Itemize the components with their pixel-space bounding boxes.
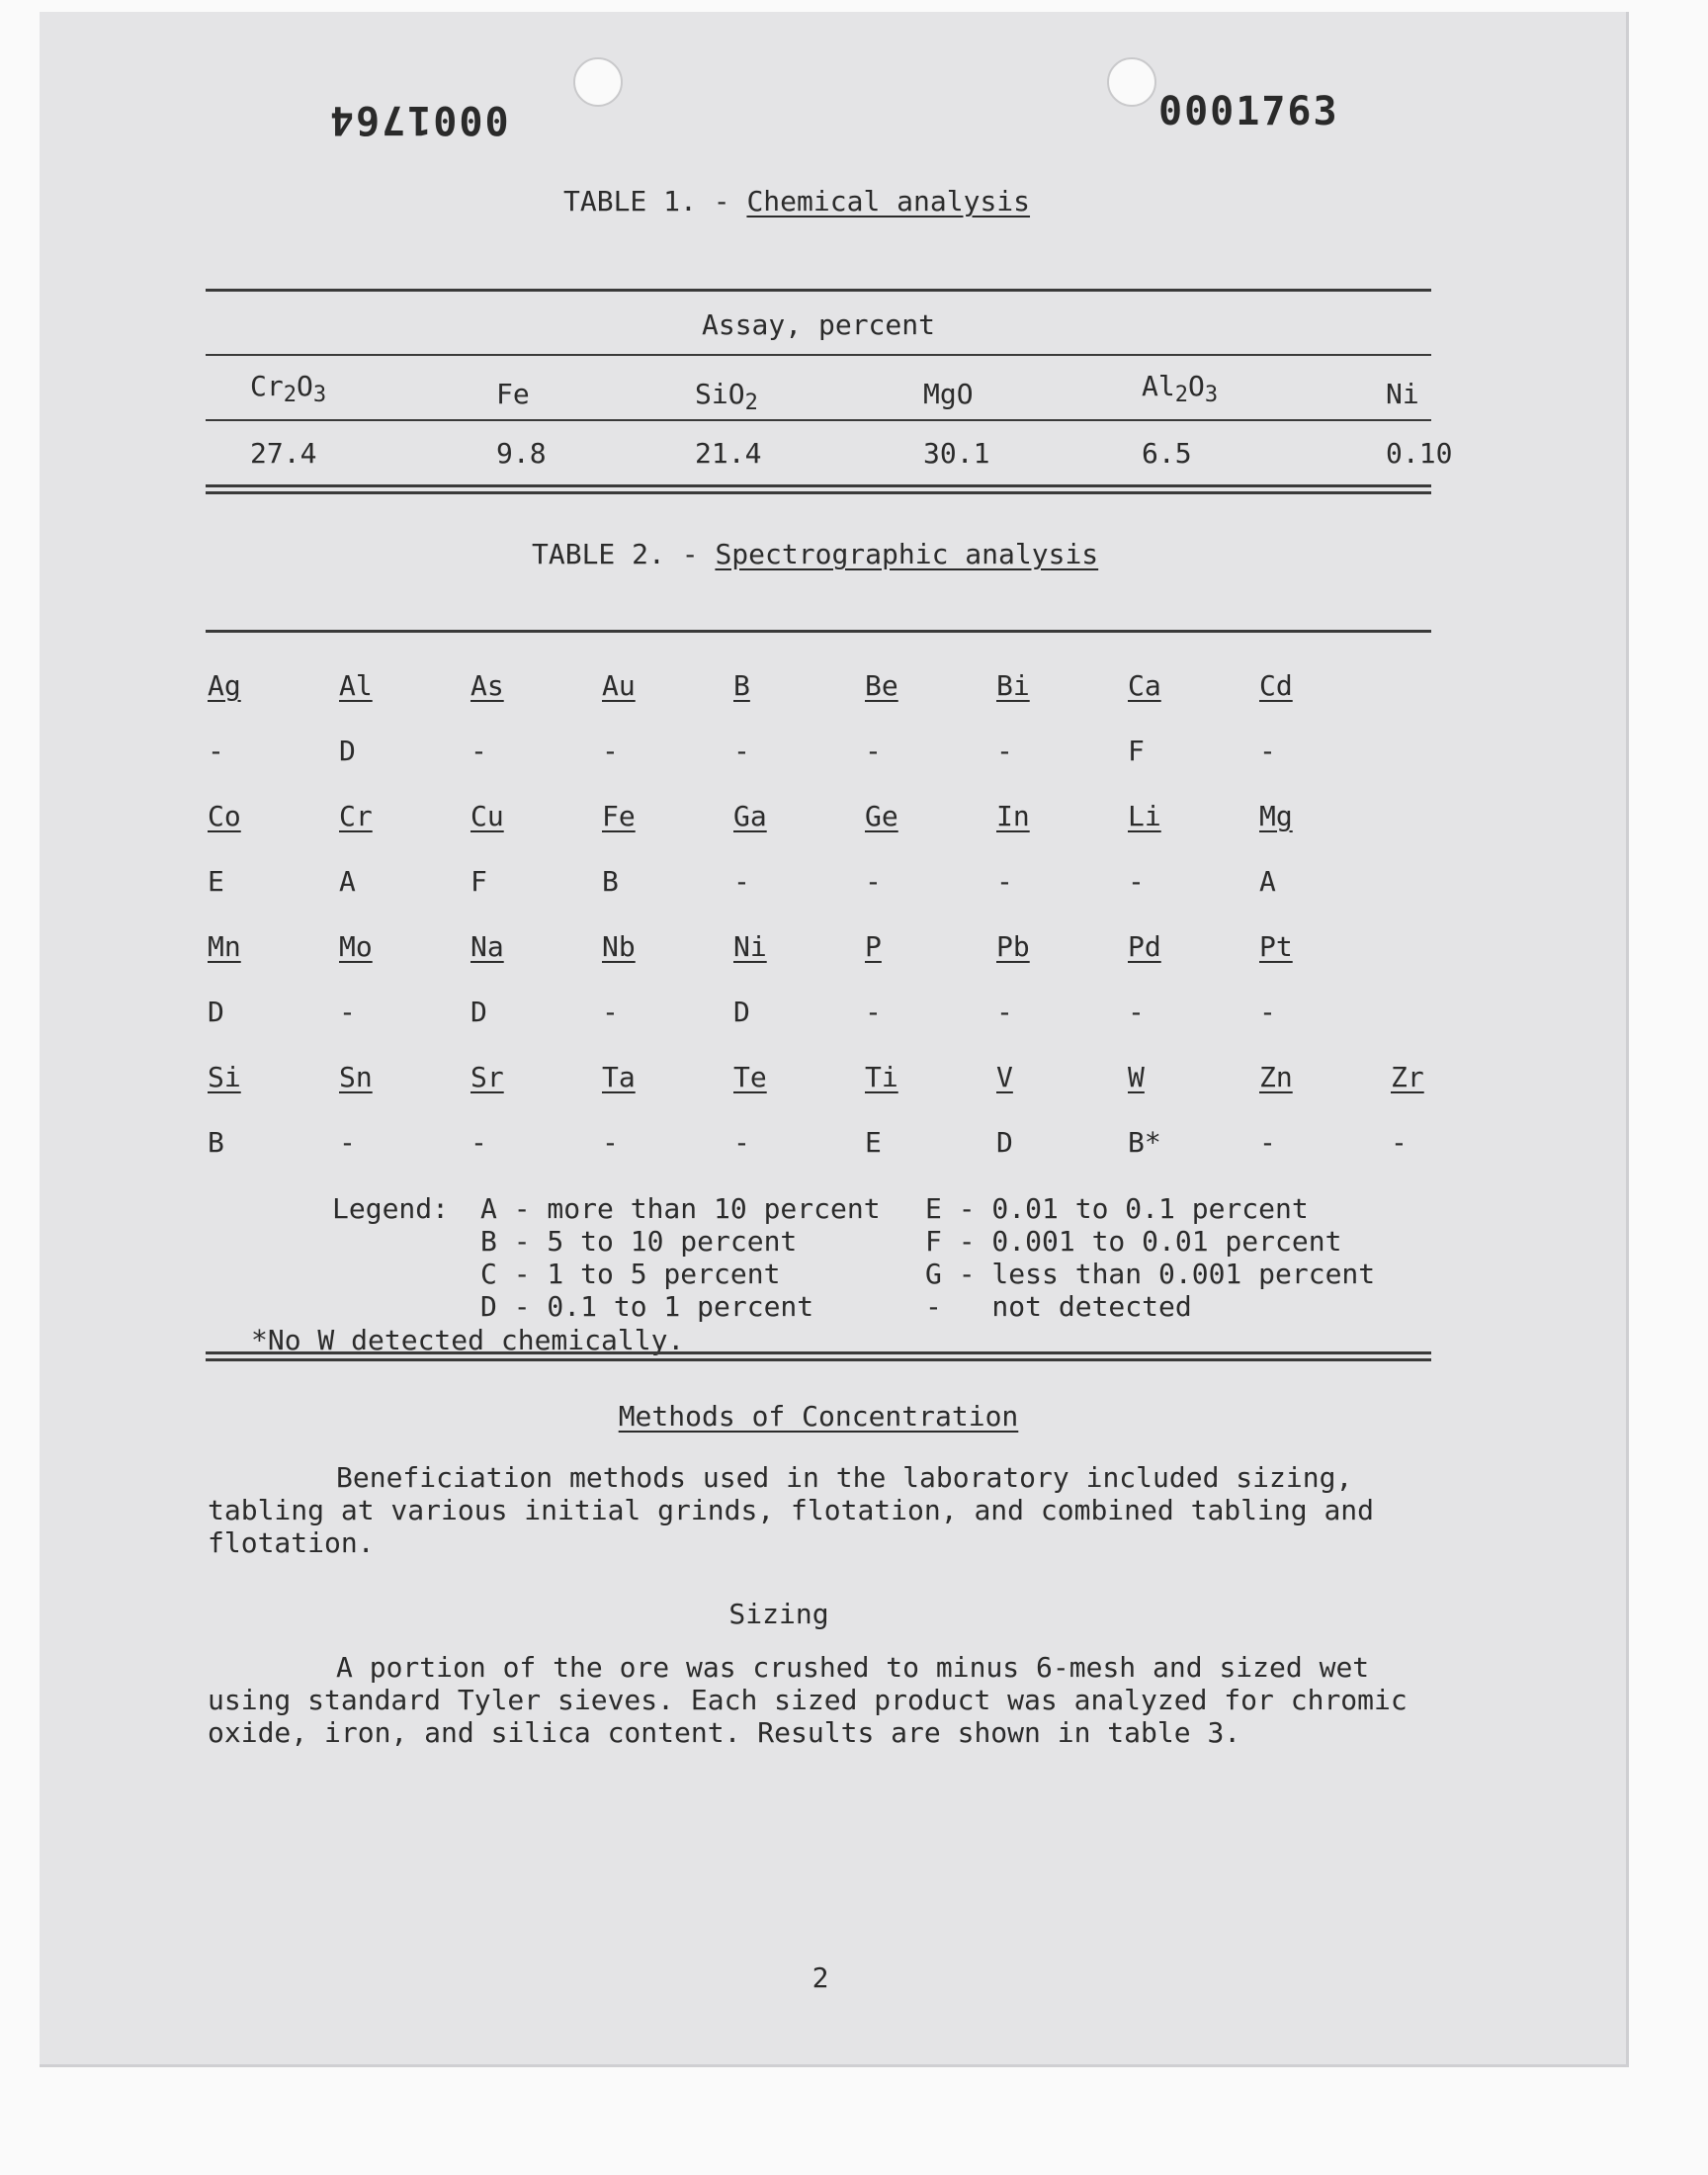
element-value: - [1259, 735, 1276, 767]
element-value: - [339, 996, 356, 1028]
table1-top-rule [206, 289, 1431, 292]
element-value: D [339, 735, 356, 767]
element-symbol: In [996, 800, 1030, 832]
legend-right-column [925, 1192, 1375, 1323]
document-stamp-number-right: 0001763 [1158, 89, 1339, 134]
element-value: F [470, 865, 487, 898]
element-symbol: Cr [339, 800, 373, 832]
element-symbol: Pt [1259, 930, 1293, 963]
element-symbol: Al [339, 669, 373, 702]
table1-value-2: 21.4 [695, 437, 762, 470]
element-symbol: Zn [1259, 1061, 1293, 1093]
element-symbol: Ge [865, 800, 898, 832]
element-value: - [996, 865, 1013, 898]
element-symbol: Sr [470, 1061, 504, 1093]
element-row-2 [206, 918, 1491, 984]
table2-bottom-rule [206, 1351, 1431, 1361]
element-symbol: Mg [1259, 800, 1293, 832]
table1-title-main: Chemical analysis [746, 185, 1031, 218]
table2-title [532, 538, 1098, 570]
element-value: - [470, 735, 487, 767]
element-value: - [1391, 1126, 1408, 1159]
table1-col-header-5: Ni [1386, 378, 1419, 410]
legend-label: Legend: [332, 1192, 450, 1225]
legend-entry: A - more than 10 percent [480, 1192, 881, 1225]
element-symbol: W [1128, 1061, 1145, 1093]
element-row-0 [206, 657, 1491, 723]
element-symbol: Mn [208, 930, 241, 963]
element-symbol: Pb [996, 930, 1030, 963]
element-value: - [1128, 865, 1145, 898]
element-symbol: Zr [1391, 1061, 1424, 1093]
element-value: B* [1128, 1126, 1161, 1159]
element-symbol: Si [208, 1061, 241, 1093]
punch-hole-left [573, 57, 623, 107]
element-symbol: Au [602, 669, 636, 702]
element-row-3 [206, 1049, 1491, 1114]
element-symbol: B [733, 669, 750, 702]
table1-value-4: 6.5 [1142, 437, 1192, 470]
table2-title-main: Spectrographic analysis [715, 538, 1099, 570]
document-stamp-number-left: 0001764 [328, 97, 509, 142]
element-value: - [865, 735, 882, 767]
element-value: - [208, 735, 224, 767]
element-value: F [1128, 735, 1145, 767]
element-value: B [602, 865, 619, 898]
table1-col-header-1: Fe [496, 378, 530, 410]
element-symbol: Ni [733, 930, 767, 963]
punch-hole-right [1107, 57, 1156, 107]
element-value: - [470, 1126, 487, 1159]
element-symbol: Ag [208, 669, 241, 702]
element-value: - [996, 996, 1013, 1028]
element-value: - [996, 735, 1013, 767]
element-value: D [470, 996, 487, 1028]
element-symbol: Ca [1128, 669, 1161, 702]
value-row-1 [206, 853, 1491, 918]
table1-title [563, 185, 1030, 218]
legend-entry: - not detected [925, 1290, 1192, 1323]
element-symbol: Na [470, 930, 504, 963]
element-symbol: Ga [733, 800, 767, 832]
element-symbol: Ti [865, 1061, 898, 1093]
element-value: - [1259, 1126, 1276, 1159]
subsection-heading: Sizing [728, 1598, 829, 1630]
element-value: - [1259, 996, 1276, 1028]
legend-entry: D - 0.1 to 1 percent [480, 1290, 814, 1323]
element-value: - [602, 1126, 619, 1159]
table1-group-header: Assay, percent [701, 308, 935, 341]
element-value: E [208, 865, 224, 898]
element-value: - [1128, 996, 1145, 1028]
element-symbol: Te [733, 1061, 767, 1093]
element-symbol: P [865, 930, 882, 963]
element-symbol: Pd [1128, 930, 1161, 963]
page-number: 2 [811, 1961, 829, 1994]
table1-col-header-3: MgO [923, 378, 974, 410]
element-value: D [733, 996, 750, 1028]
element-symbol: Co [208, 800, 241, 832]
element-value: - [733, 865, 750, 898]
legend-entry: F - 0.001 to 0.01 percent [925, 1225, 1342, 1258]
legend-entry: C - 1 to 5 percent [480, 1258, 781, 1290]
legend-entry: E - 0.01 to 0.1 percent [925, 1192, 1309, 1225]
element-value: B [208, 1126, 224, 1159]
element-value: A [1259, 865, 1276, 898]
element-value: - [602, 735, 619, 767]
table1-header-rule [206, 354, 1431, 356]
element-row-1 [206, 788, 1491, 853]
element-value: - [733, 1126, 750, 1159]
table2-top-rule [206, 630, 1431, 633]
spectrographic-grid [206, 657, 1491, 1179]
table1-col-header-2: SiO$_2$ [695, 378, 758, 415]
element-symbol: Bi [996, 669, 1030, 702]
value-row-3 [206, 1114, 1491, 1179]
element-symbol: Fe [602, 800, 636, 832]
element-symbol: Cd [1259, 669, 1293, 702]
element-symbol: Ta [602, 1061, 636, 1093]
table2-title-prefix: TABLE 2. - [532, 538, 716, 570]
section-heading: Methods of Concentration [618, 1400, 1019, 1433]
element-symbol: Mo [339, 930, 373, 963]
value-row-0 [206, 723, 1491, 788]
element-symbol: Be [865, 669, 898, 702]
table1-bottom-rule [206, 484, 1431, 494]
element-value: - [339, 1126, 356, 1159]
table1-col-header-4: $Al_2O_3$ [1142, 370, 1219, 407]
element-symbol: Sn [339, 1061, 373, 1093]
legend-entry: G - less than 0.001 percent [925, 1258, 1376, 1290]
element-value: - [602, 996, 619, 1028]
table2-footnote: *No W detected chemically. [251, 1324, 685, 1356]
subsection-paragraph: A portion of the ore was crushed to minus 6-mesh and sized wet using standard Tyler sieves. Each sized product was analyzed for chromic oxide, iron, and silica content. Results are shown in table 3. [208, 1651, 1408, 1749]
table1-value-5: 0.10 [1386, 437, 1453, 470]
table1-title-prefix: TABLE 1. - [563, 185, 747, 218]
element-value: E [865, 1126, 882, 1159]
element-value: D [996, 1126, 1013, 1159]
table1-mid-rule [206, 419, 1431, 421]
section-paragraph: Beneficiation methods used in the laboratory included sizing, tabling at various initial grinds, flotation, and combined tabling and flotation. [208, 1461, 1375, 1559]
table1-value-0: 27.4 [250, 437, 317, 470]
element-symbol: Nb [602, 930, 636, 963]
element-symbol: As [470, 669, 504, 702]
table1-value-1: 9.8 [496, 437, 547, 470]
table1-value-3: 30.1 [923, 437, 990, 470]
element-symbol: Li [1128, 800, 1161, 832]
value-row-2 [206, 984, 1491, 1049]
element-value: - [733, 735, 750, 767]
legend-entry: B - 5 to 10 percent [480, 1225, 798, 1258]
element-value: - [865, 865, 882, 898]
element-value: - [865, 996, 882, 1028]
table1-col-header-0: $Cr_2O_3$ [250, 370, 327, 407]
element-symbol: Cu [470, 800, 504, 832]
element-symbol: V [996, 1061, 1013, 1093]
element-value: D [208, 996, 224, 1028]
legend-left-column [480, 1192, 881, 1323]
element-value: A [339, 865, 356, 898]
